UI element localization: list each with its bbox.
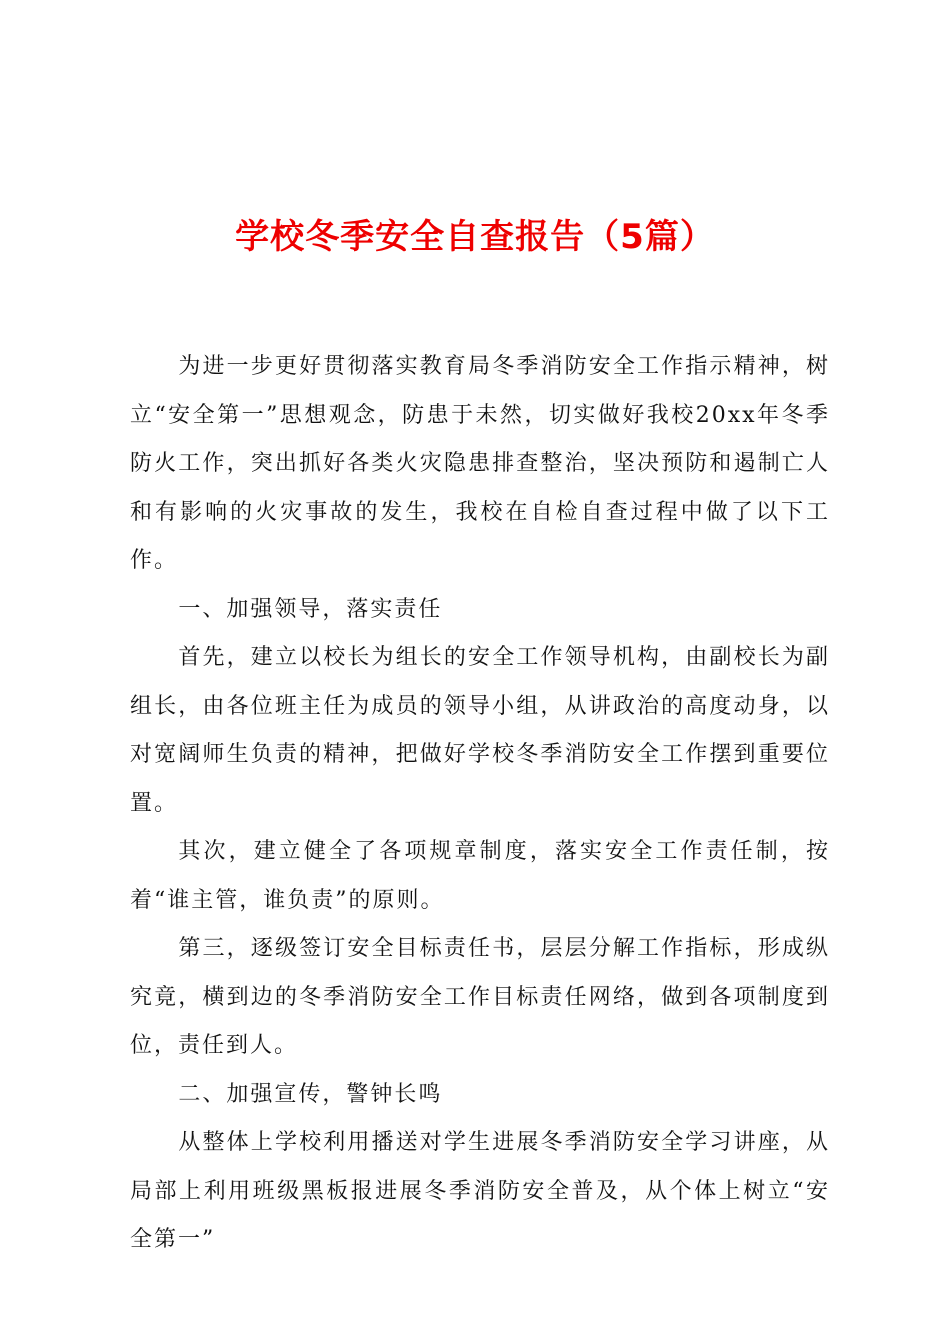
paragraph-propaganda: 从整体上学校利用播送对学生进展冬季消防安全学习讲座，从局部上利用班级黑板报进展冬季消防安全普及，从个体上树立“安全第一”	[130, 1130, 830, 1252]
section-heading-2: 二、加强宣传，警钟长鸣	[178, 1081, 443, 1107]
document-title: 学校冬季安全自查报告（5篇）	[235, 217, 715, 257]
paragraph-second: 其次，建立健全了各项规章制度，落实安全工作责任制，按着“谁主管，谁负责”的原则。	[130, 839, 830, 913]
paragraph-third: 第三，逐级签订安全目标责任书，层层分解工作指标，形成纵究竟，横到边的冬季消防安全工作目标责任网络，做到各项制度到位，责任到人。	[130, 936, 830, 1058]
document-body	[130, 343, 830, 1265]
paragraph-first: 首先，建立以校长为组长的安全工作领导机构，由副校长为副组长，由各位班主任为成员的领导小组，从讲政治的高度动身，以对宽阔师生负责的精神，把做好学校冬季消防安全工作摆到重要位置。	[130, 645, 830, 816]
section-heading-1: 一、加强领导，落实责任	[178, 596, 443, 622]
paragraph-intro: 为进一步更好贯彻落实教育局冬季消防安全工作指示精神，树立“安全第一”思想观念，防患于未然，切实做好我校20xx年冬季防火工作，突出抓好各类火灾隐患排查整治，坚决预防和遏制亡人和有影响的火灾事故的发生，我校在自检自查过程中做了以下工作。	[130, 354, 830, 573]
